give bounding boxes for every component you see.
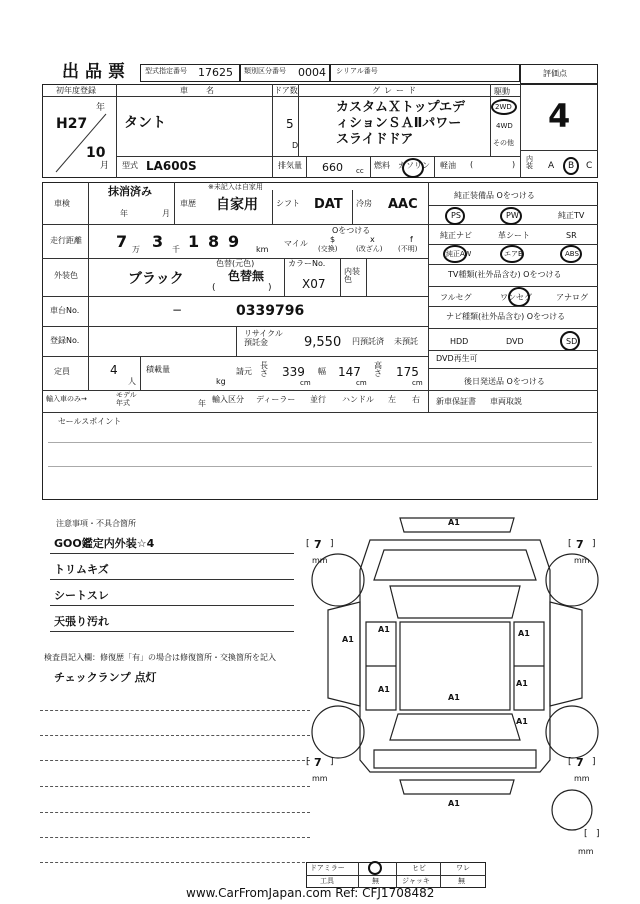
paren-left: ( <box>470 160 474 169</box>
sunroof: SR <box>566 231 577 240</box>
fuel-label: 燃料 <box>374 161 390 170</box>
import-class-label: 輸入区分 <box>212 395 244 404</box>
length-value: 339 <box>282 365 305 379</box>
tread-spare-bracket-close: ] <box>596 829 600 839</box>
doors-value: 5 <box>286 117 294 131</box>
mileage-digits <box>96 226 274 256</box>
capacity-unit: 人 <box>128 377 136 386</box>
type-cert-value: 17625 <box>198 66 233 79</box>
genuine-equipment-label: 純正装備品 Oをつける <box>454 191 535 200</box>
navi-label: ナビ種類(社外品含む) Oをつける <box>446 312 566 321</box>
airbag-circle <box>500 245 524 263</box>
mileage-digit: 7 <box>116 232 128 251</box>
car-name-label: 車名 <box>180 86 232 95</box>
tread-front-right-unit: mm <box>574 556 590 565</box>
color-no-label: カラーNo. <box>288 259 326 268</box>
meter-unknown-symbol: f <box>410 235 413 244</box>
tread-rear-right: 7 <box>576 756 584 769</box>
capacity-value: 4 <box>110 363 118 377</box>
recycle-paid: 円預託済 <box>352 337 384 346</box>
tread-front-left-bracket: [ <box>306 539 310 549</box>
navi-sd: SD <box>566 337 578 346</box>
width-unit: cm <box>356 379 367 387</box>
interior-b-circle <box>563 157 579 175</box>
tread-spare-unit: mm <box>578 847 594 856</box>
interior-b: B <box>568 161 575 171</box>
mile-label: マイル <box>284 239 308 248</box>
jack-value: 無 <box>458 877 465 885</box>
inspection-label: 車検 <box>54 199 70 208</box>
fuel-circle <box>402 158 424 178</box>
genuine-navi: 純正ナビ <box>440 231 472 240</box>
light-oil-label: 軽油 <box>440 161 456 170</box>
not-registered-note: ※未記入は自家用 <box>208 183 263 191</box>
meter-unknown: (不明) <box>398 245 418 253</box>
class-label: 類別区分番号 <box>244 67 286 75</box>
displacement-label: 排気量 <box>278 161 302 170</box>
tread-front-right: 7 <box>576 538 584 551</box>
load-label: 積載量 <box>146 365 170 374</box>
one-seg-circle <box>508 287 530 307</box>
damage-mark: A1 <box>448 518 460 527</box>
jack-label: ジャッキ <box>402 877 430 885</box>
recycle-unpaid: 未預託 <box>394 337 418 346</box>
tread-spare-bracket: [ <box>584 829 588 839</box>
tread-rear-right-bracket: [ <box>568 757 572 767</box>
km-unit: km <box>256 245 269 254</box>
airbag: エアB <box>504 250 523 258</box>
handle-right: 右 <box>412 395 420 404</box>
grade-line-3: スライドドア <box>336 132 414 147</box>
width-label: 幅 <box>318 367 326 376</box>
tread-rear-left-bracket: [ <box>306 757 310 767</box>
sd-circle <box>560 331 580 351</box>
drive-2wd: 2WD <box>495 103 512 111</box>
color-change-label: 色替(元色) <box>216 259 255 268</box>
model-label: 型式 <box>122 161 138 170</box>
man-unit: 万 <box>132 245 140 254</box>
door-mirror-label: ドアミラー <box>310 864 345 872</box>
grade-line-2: ィションＳＡⅡパワー <box>336 116 462 131</box>
color-no-value: X07 <box>302 277 326 291</box>
ps-circle <box>445 207 465 225</box>
chassis-value: 0339796 <box>236 303 305 319</box>
aftermarket-label: 後日発送品 Oをつける <box>464 377 545 386</box>
tread-rear-left-unit: mm <box>312 774 328 783</box>
first-reg-month: 10 <box>86 145 106 161</box>
grade-line-1: カスタムＸトップエデ <box>336 100 465 115</box>
year-unit: 年 <box>96 103 106 113</box>
drive-4wd: 4WD <box>496 122 513 130</box>
fuel-gasoline: ガソリン <box>398 161 430 170</box>
tread-front-right-bracket-close: ] <box>592 539 596 549</box>
mileage-digit: 9 <box>228 232 240 251</box>
drive-label: 駆動 <box>494 87 510 96</box>
model-year-label: モデル年式 <box>116 391 137 407</box>
mirror-circle <box>368 861 382 875</box>
warranty: 新車保証書 <box>436 397 476 406</box>
crack-label: ワレ <box>456 864 470 872</box>
first-reg-year: H27 <box>56 116 88 132</box>
car-name-value: タント <box>124 115 166 131</box>
watermark: www.CarFromJapan.com Ref: CFJ1708482 <box>186 886 435 900</box>
length-unit: cm <box>300 379 311 387</box>
genuine-aw: 純正AW <box>446 250 472 258</box>
model-year-suffix: 年 <box>198 399 206 408</box>
pw: PW <box>506 211 519 220</box>
height-unit: cm <box>412 379 423 387</box>
note-item: GOO鑑定内外装☆4 <box>54 537 155 550</box>
leather-seat: 革シート <box>498 231 530 240</box>
damage-mark: A1 <box>378 625 390 634</box>
handle-left: 左 <box>388 395 396 404</box>
tool-label: 工具 <box>320 877 334 885</box>
usage-label: 車歴 <box>180 199 196 208</box>
color-label: 外装色 <box>54 271 78 280</box>
one-seg: ワンセグ <box>500 293 532 302</box>
doors-label: ドア数 <box>274 86 298 95</box>
dvd-play: DVD再生可 <box>436 354 478 363</box>
color-change-paren-left: ( <box>212 283 216 293</box>
damage-mark: A1 <box>448 693 460 702</box>
navi-hdd: HDD <box>450 337 469 346</box>
tread-front-left-bracket-close: ] <box>330 539 334 549</box>
damage-mark: A1 <box>378 685 390 694</box>
drive-2wd-circle <box>491 99 517 115</box>
displacement-unit: cc <box>356 167 364 175</box>
interior-color-label: 内装色 <box>344 267 360 284</box>
inspection-value: 抹消済み <box>108 185 152 198</box>
tread-rear-right-bracket-close: ] <box>592 757 596 767</box>
color-change-value: 色替無 <box>228 269 265 283</box>
recycle-value: 9,550 <box>304 335 342 350</box>
inspection-month: 月 <box>162 209 170 218</box>
aw-circle <box>443 245 467 263</box>
interior-c: C <box>586 161 593 171</box>
meter-exchange-symbol: $ <box>330 235 336 244</box>
abs: ABS <box>565 250 579 258</box>
tread-rear-left-bracket-close: ] <box>330 757 334 767</box>
note-item: 天張り汚れ <box>54 615 109 628</box>
damage-mark: A1 <box>516 717 528 726</box>
doors-unit: D <box>292 141 299 150</box>
capacity-label: 定員 <box>54 367 70 376</box>
tool-value: 無 <box>372 877 379 885</box>
length-label: 長さ <box>260 361 268 378</box>
navi-dvd: DVD <box>506 337 524 346</box>
displacement-value: 660 <box>322 161 343 174</box>
dealer: ディーラー <box>256 395 296 404</box>
recycle-label: リサイクル預託金 <box>244 329 283 347</box>
eval-label: 評価点 <box>543 69 567 78</box>
meter-exchange: (交換) <box>318 245 338 253</box>
drive-other: その他 <box>493 139 514 147</box>
import-label: 輸入車のみ→ <box>46 395 87 403</box>
shift-label: シフト <box>276 199 300 208</box>
damage-mark: A1 <box>516 679 528 688</box>
interior-label: 内装 <box>526 155 533 170</box>
ac-value: AAC <box>388 197 418 212</box>
kg-unit: kg <box>216 377 226 386</box>
tread-rear-left: 7 <box>314 756 322 769</box>
ac-label: 冷房 <box>356 199 372 208</box>
pw-circle <box>500 207 522 225</box>
full-seg: フルセグ <box>440 293 472 302</box>
ps: PS <box>451 211 461 220</box>
interior-a: A <box>548 161 555 171</box>
handle-label: ハンドル <box>342 395 374 404</box>
sales-point-label: セールスポイント <box>58 417 122 426</box>
mileage-digit: 8 <box>208 232 220 251</box>
chassis-label: 車台No. <box>50 306 80 315</box>
mileage-digit: 3 <box>152 232 164 251</box>
note-item: シートスレ <box>54 589 109 602</box>
shift-value: DAT <box>314 197 343 212</box>
evaluation-score: 4 <box>548 97 571 135</box>
height-value: 175 <box>396 365 419 379</box>
meter-tampered: (改ざん) <box>356 245 383 253</box>
class-value: 0004 <box>298 66 326 79</box>
parallel: 並行 <box>310 395 326 404</box>
tread-front-right-bracket: [ <box>568 539 572 549</box>
paren-right: ) <box>512 160 516 169</box>
analog: アナログ <box>556 293 588 302</box>
color-value: ブラック <box>128 271 184 287</box>
serial-label: シリアル番号 <box>336 67 378 75</box>
mileage-label: 走行距離 <box>50 236 82 245</box>
damage-mark: A1 <box>448 799 460 808</box>
meter-circle-label: Oをつける <box>332 226 371 235</box>
damage-mark: A1 <box>342 635 354 644</box>
sen-unit: 千 <box>172 245 180 254</box>
tv-label: TV種類(社外品含む) Oをつける <box>448 270 562 279</box>
inspector-label: 検査員記入欄：修復歴「有」の場合は修復箇所・交換箇所を記入 <box>44 653 276 662</box>
type-cert-label: 型式指定番号 <box>145 67 187 75</box>
tread-front-left-unit: mm <box>312 556 328 565</box>
damage-mark: A1 <box>518 629 530 638</box>
height-label: 高さ <box>374 361 382 378</box>
inspection-year: 年 <box>120 209 128 218</box>
caution-label: 注意事項・不具合箇所 <box>56 519 136 528</box>
grade-label: グレード <box>372 86 420 95</box>
tread-front-left: 7 <box>314 538 322 551</box>
chassis-dash: − <box>172 303 183 317</box>
tread-rear-right-unit: mm <box>574 774 590 783</box>
request-label: 請元 <box>236 367 252 376</box>
mileage-digit: 1 <box>188 232 200 251</box>
manual: 車両取説 <box>490 397 522 406</box>
note-item: トリムキズ <box>54 563 109 576</box>
width-value: 147 <box>338 365 361 379</box>
usage-value: 自家用 <box>216 197 258 213</box>
meter-tampered-symbol: x <box>370 235 375 244</box>
reg-no-label: 登録No. <box>50 336 80 345</box>
scratch-label: ヒビ <box>412 864 426 872</box>
month-unit: 月 <box>100 161 110 171</box>
page-title: 出品票 <box>62 62 131 82</box>
model-value: LA600S <box>146 159 197 173</box>
genuine-tv: 純正TV <box>558 211 585 220</box>
abs-circle <box>560 245 582 263</box>
color-change-paren-right: ) <box>268 283 272 293</box>
first-reg-label: 初年度登録 <box>56 86 96 95</box>
inspector-note: チェックランプ 点灯 <box>54 671 157 684</box>
